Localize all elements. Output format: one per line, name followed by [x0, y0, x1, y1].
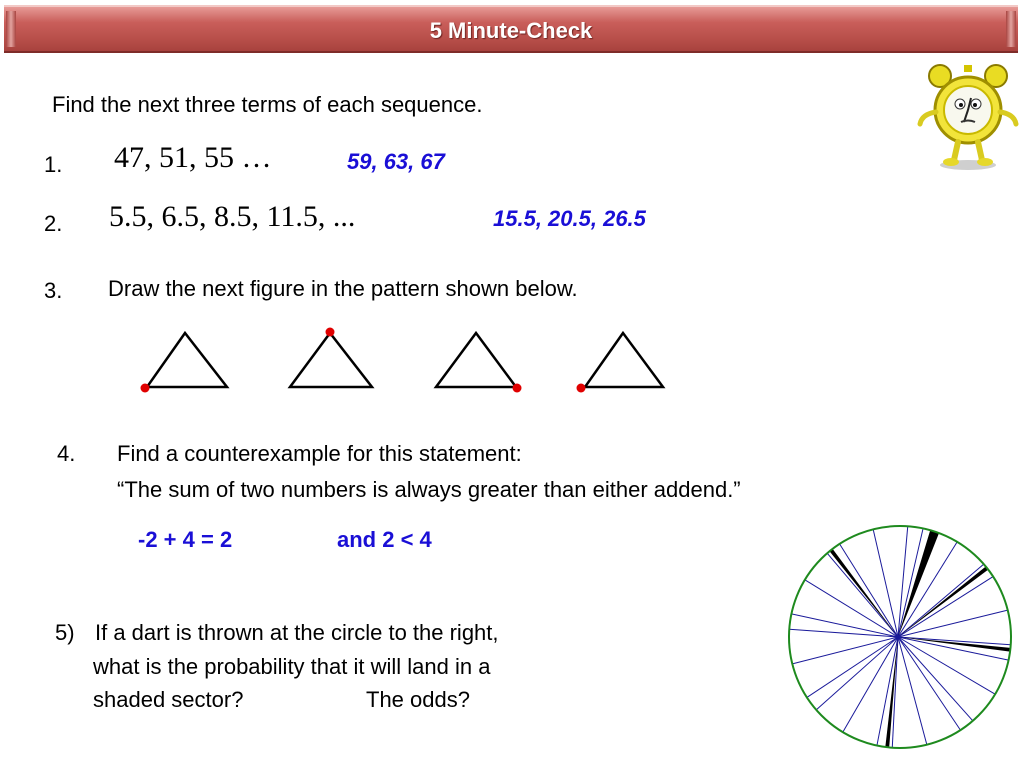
triangle-4-dot — [577, 384, 586, 393]
problem-4-answer-inequality: and 2 < 4 — [337, 527, 432, 552]
triangle-4 — [585, 333, 663, 387]
triangle-1 — [147, 333, 227, 387]
title-bar — [4, 5, 1018, 53]
triangle-1-dot — [141, 384, 150, 393]
problem-2-number: 2. — [44, 211, 63, 236]
page-title: 5 Minute-Check — [429, 18, 593, 43]
problem-1-sequence: 47, 51, 55 … — [114, 141, 272, 174]
problem-5-odds: The odds? — [366, 687, 470, 712]
problem-4-quote: “The sum of two numbers is always greater than either addend.” — [117, 477, 741, 502]
sector-divider-line — [840, 544, 898, 637]
problem-4-answer-equation: -2 + 4 = 2 — [138, 527, 233, 552]
sector-divider-line — [807, 637, 898, 697]
problem-4-prompt: Find a counterexample for this statement: — [117, 441, 522, 466]
triangle-pattern-figure — [135, 325, 675, 395]
shaded-sector — [898, 637, 1010, 652]
triangle-3-dot — [513, 384, 522, 393]
problem-5-number: 5) — [55, 620, 75, 645]
sector-divider-line — [792, 637, 898, 664]
problem-4-number: 4. — [57, 441, 76, 466]
problem-2-sequence: 5.5, 6.5, 8.5, 11.5, ... — [109, 200, 356, 233]
dartboard-circle — [785, 522, 1015, 752]
problem-5-line-1: If a dart is thrown at the circle to the right, — [95, 620, 499, 645]
sector-divider-line — [898, 577, 993, 637]
triangle-2 — [290, 333, 372, 387]
problem-1-answer: 59, 63, 67 — [347, 149, 445, 174]
triangle-2-dot — [326, 328, 335, 337]
sector-divider-line — [898, 637, 960, 730]
problem-5-line-3: shaded sector? — [93, 687, 244, 712]
problem-2-answer: 15.5, 20.5, 26.5 — [493, 206, 646, 231]
intro-text: Find the next three terms of each sequence. — [52, 92, 483, 117]
sector-divider-line — [898, 526, 908, 637]
problem-5-line-2: what is the probability that it will land in a — [93, 654, 491, 679]
problem-1-number: 1. — [44, 152, 63, 177]
sector-divider-line — [805, 580, 898, 637]
alarm-clock-character-icon — [918, 62, 1018, 172]
triangle-3 — [436, 333, 516, 387]
problem-3-prompt: Draw the next figure in the pattern shown below. — [108, 276, 578, 301]
problem-3-number: 3. — [44, 278, 63, 303]
